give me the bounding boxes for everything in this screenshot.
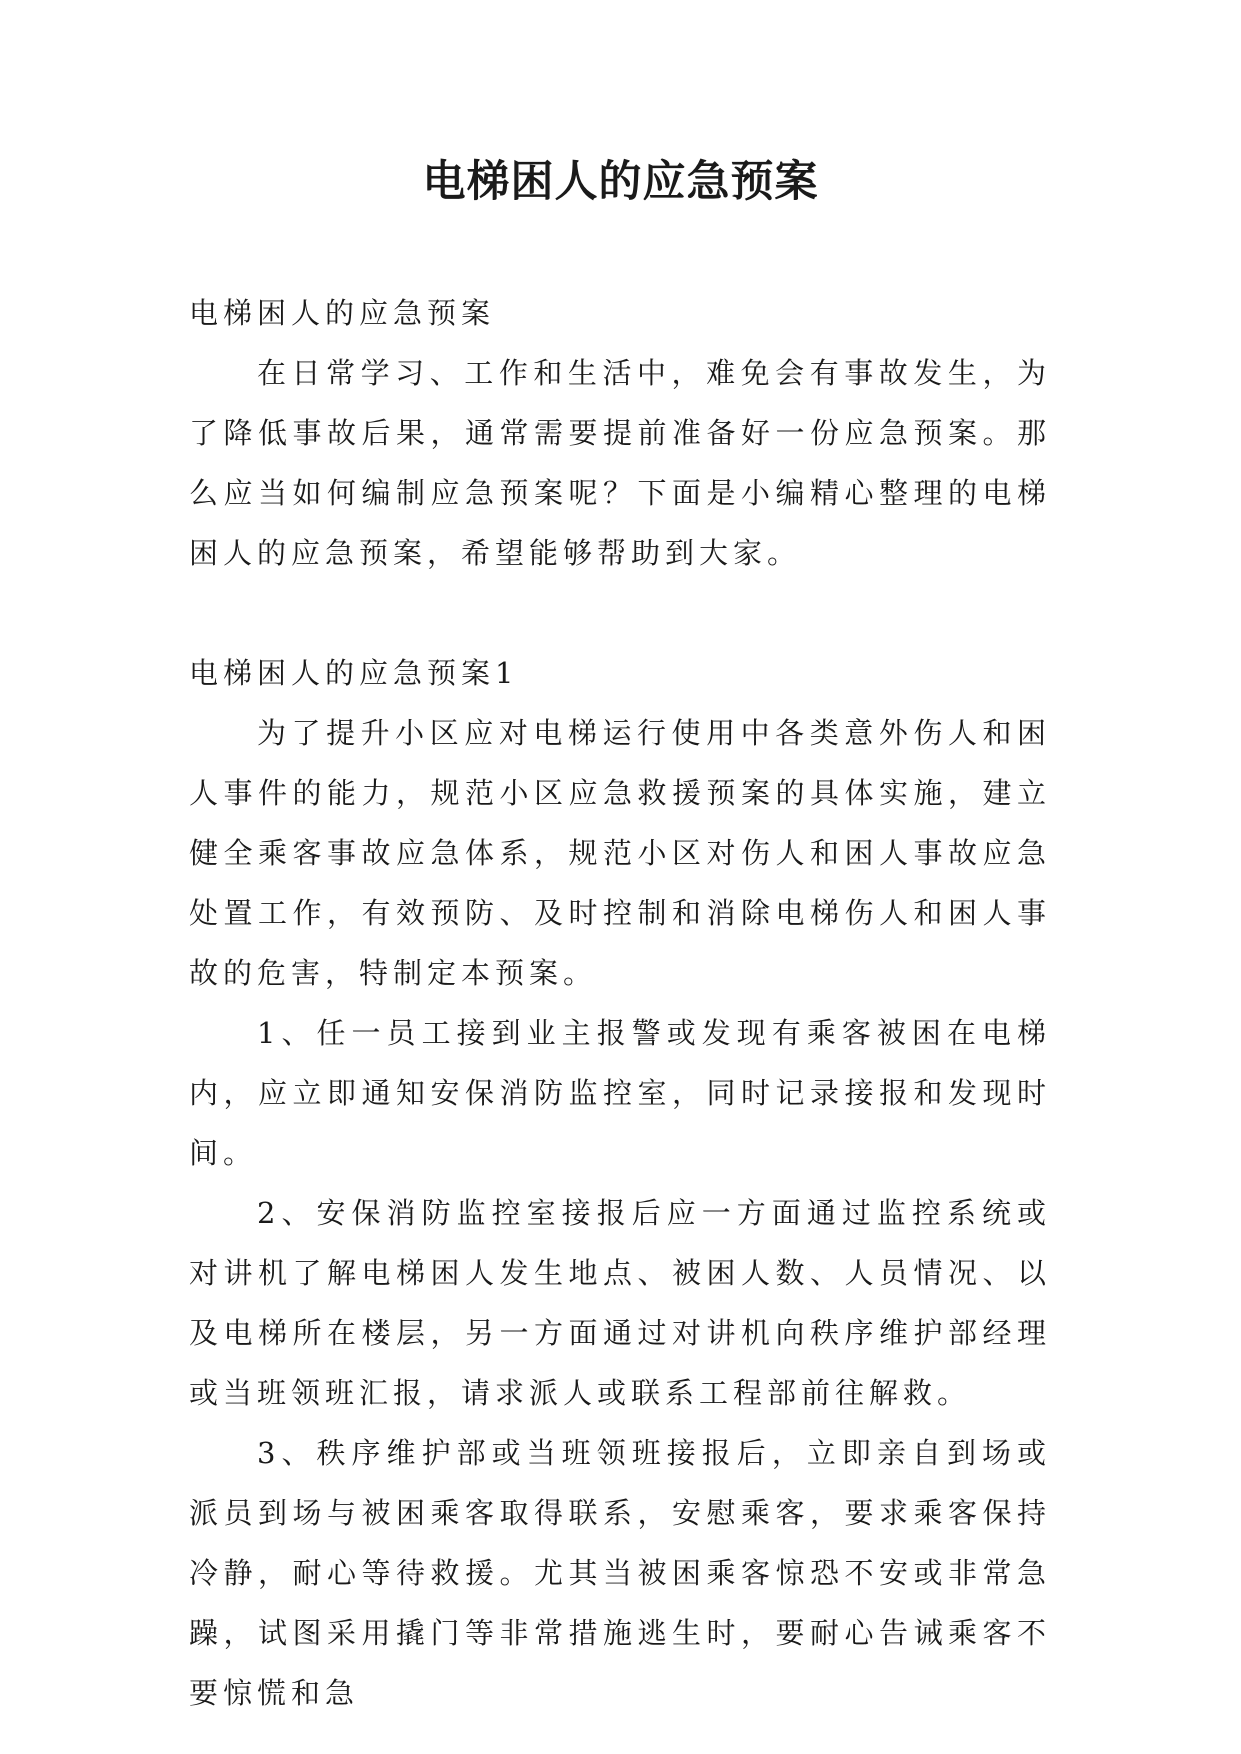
document-title: 电梯困人的应急预案 (422, 157, 819, 207)
section1-paragraph-purpose: 为了提升小区应对电梯运行使用中各类意外伤人和困人事件的能力，规范小区应急救援预案的具体实施，建立健全乘客事故应急体系，规范小区对伤人和困人事故应急处置工作，有效预防、及时控制和消除电梯伤人和困人事故的危害，特制定本预案。 (189, 716, 1051, 990)
section-spacer (189, 583, 1051, 643)
section1-paragraph-step-2: 2、安保消防监控室接报后应一方面通过监控系统或对讲机了解电梯困人发生地点、被困人数、人员情况、以及电梯所在楼层，另一方面通过对讲机向秩序维护部经理或当班领班汇报，请求派人或联系工程部前往解救。 (189, 1196, 1051, 1410)
document-body (189, 283, 1051, 1723)
intro-heading: 电梯困人的应急预案 (189, 296, 496, 330)
section1-paragraph-step-1: 1、任一员工接到业主报警或发现有乘客被困在电梯内，应立即通知安保消防监控室，同时记录接报和发现时间。 (189, 1016, 1051, 1170)
section1-paragraph-step-3: 3、秩序维护部或当班领班接报后，立即亲自到场或派员到场与被困乘客取得联系，安慰乘客，要求乘客保持冷静，耐心等待救援。尤其当被困乘客惊恐不安或非常急躁，试图采用撬门等非常措施逃生时，要耐心告诫乘客不要惊慌和急 (189, 1436, 1051, 1710)
intro-paragraph: 在日常学习、工作和生活中，难免会有事故发生，为了降低事故后果，通常需要提前准备好一份应急预案。那么应当如何编制应急预案呢？下面是小编精心整理的电梯困人的应急预案，希望能够帮助到大家。 (189, 356, 1051, 570)
section1-heading: 电梯困人的应急预案1 (189, 656, 519, 690)
